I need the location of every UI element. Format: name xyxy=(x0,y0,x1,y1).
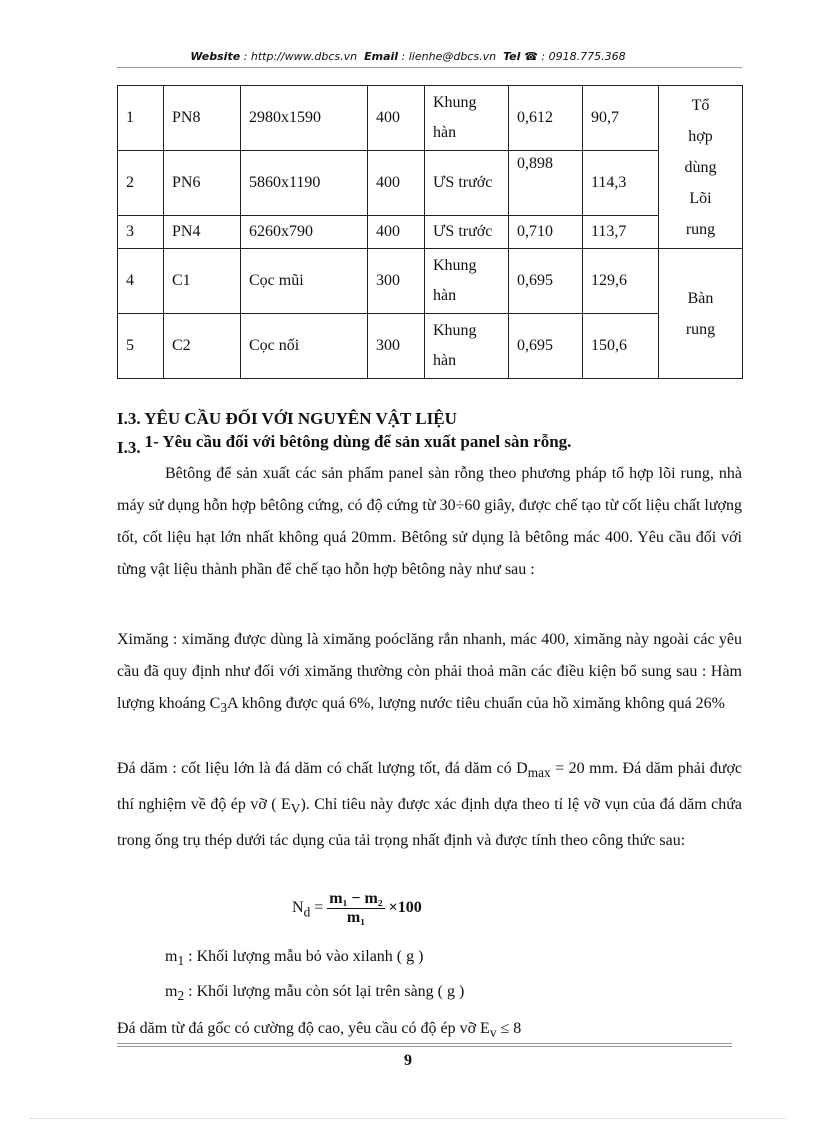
text-run: A không được quá 6%, lượng nước tiêu chuẩn của hồ ximăng không quá 26% xyxy=(227,695,725,712)
cell-no: 1 xyxy=(118,86,164,151)
method-line: hợp xyxy=(688,127,713,145)
cell-type: ƯS trước xyxy=(425,216,509,249)
subscript: 3 xyxy=(220,700,228,716)
cell-no: 5 xyxy=(118,314,164,379)
cell-code: PN8 xyxy=(164,86,241,151)
formula-denominator: m₁ xyxy=(346,909,366,926)
cell-method-group xyxy=(659,86,743,249)
subsection-title: 1- Yêu cầu đối với bêtông dùng để sản xuất panel sàn rỗng. xyxy=(144,432,572,451)
website-value: : http://www.dbcs.vn xyxy=(243,50,358,63)
cell-type xyxy=(425,249,509,314)
text-run: ). Chỉ tiêu này được xác định dựa theo tỉ lệ vỡ vụn của đá dăm chứa trong ống trụ thép dưới tác dụng của tải trọng nhất định và được tính theo công thức sau: xyxy=(117,796,742,850)
cell-type-line: Khung xyxy=(433,94,477,111)
cell-code: PN4 xyxy=(164,216,241,249)
cell-weight: 129,6 xyxy=(583,249,659,314)
footer-divider xyxy=(117,1046,732,1047)
product-table xyxy=(117,85,743,379)
def-subscript: 2 xyxy=(177,988,185,1004)
section-heading: I.3. YÊU CẦU ĐỐI VỚI NGUYÊN VẬT LIỆU xyxy=(117,409,457,428)
cell-ratio: 0,898 xyxy=(509,151,583,216)
cell-type xyxy=(425,314,509,379)
formula-eq: = xyxy=(310,899,328,917)
def-symbol: m xyxy=(165,983,178,1000)
tel-label: Tel ☎ xyxy=(503,50,538,63)
page-bottom-border xyxy=(30,1118,786,1119)
cell-size: Cọc nối xyxy=(241,314,368,379)
cell-grade: 300 xyxy=(368,249,425,314)
cell-size: 6260x790 xyxy=(241,216,368,249)
method-line: rung xyxy=(685,320,716,338)
table-row xyxy=(118,314,743,379)
paragraph-aggregate xyxy=(117,753,742,857)
crushing-formula xyxy=(292,890,422,927)
method-line: Bàn xyxy=(687,289,714,307)
formula-fraction xyxy=(327,890,384,927)
definition-m1 xyxy=(165,948,423,969)
text-run: = 20 mm. Đá dăm phải được thí nghiệm về độ ép vỡ ( E xyxy=(117,760,743,814)
cell-ratio: 0,710 xyxy=(509,216,583,249)
cell-no: 2 xyxy=(118,151,164,216)
formula-multiplier: ×100 xyxy=(384,899,422,917)
cell-grade: 400 xyxy=(368,86,425,151)
subsection-heading xyxy=(117,432,572,457)
paragraph-concrete: Bêtông để sản xuất các sản phẩm panel sàn rỗng theo phương pháp tổ hợp lõi rung, nhà máy sử dụng hỗn hợp bêtông cứng, có độ cứng từ 30÷60 giây, được chế tạo từ cốt liệu chất lượng tốt, cốt liệu hạt lớn nhất không quá 20mm. Bêtông sử dụng là bêtông mác 400. Yêu cầu đối với từng vật liệu thành phần để chế tạo hỗn hợp bêtông này như sau : xyxy=(117,465,742,578)
cell-type: ƯS trước xyxy=(425,151,509,216)
formula-lhs-sub: d xyxy=(303,904,311,920)
cell-type xyxy=(425,86,509,151)
method-line: dùng xyxy=(684,158,717,176)
cell-type-line: hàn xyxy=(433,352,457,369)
paragraph-cement xyxy=(117,624,742,724)
cell-type-line: hàn xyxy=(433,124,457,141)
cell-no: 3 xyxy=(118,216,164,249)
cell-ratio: 0,695 xyxy=(509,249,583,314)
email-value: : lienhe@dbcs.vn xyxy=(401,50,497,63)
subscript: max xyxy=(527,765,551,781)
subscript: V xyxy=(290,801,301,817)
cell-size: Cọc mũi xyxy=(241,249,368,314)
cell-weight: 113,7 xyxy=(583,216,659,249)
cell-grade: 400 xyxy=(368,151,425,216)
def-text: : Khối lượng mẫu bỏ vào xilanh ( g ) xyxy=(184,948,424,965)
cell-type-line: Khung xyxy=(433,322,477,339)
def-symbol: m xyxy=(165,948,178,965)
table-row xyxy=(118,216,743,249)
method-line: Tổ xyxy=(691,96,710,114)
footer-divider xyxy=(117,1043,732,1044)
cell-code: PN6 xyxy=(164,151,241,216)
formula-numerator: m₁ − m₂ xyxy=(329,890,383,907)
cell-type-line: hàn xyxy=(433,287,457,304)
formula-lhs: N xyxy=(292,899,304,917)
cell-code: C2 xyxy=(164,314,241,379)
definition-m2 xyxy=(165,983,464,1004)
page-number: 9 xyxy=(404,1052,412,1069)
cell-grade: 400 xyxy=(368,216,425,249)
cell-grade: 300 xyxy=(368,314,425,379)
def-subscript: 1 xyxy=(177,953,185,969)
cell-no: 4 xyxy=(118,249,164,314)
subsection-number: I.3. xyxy=(117,438,141,457)
cell-weight: 114,3 xyxy=(583,151,659,216)
tel-value: : 0918.775.368 xyxy=(541,50,626,63)
subscript: v xyxy=(489,1025,497,1041)
cell-code: C1 xyxy=(164,249,241,314)
cell-size: 2980x1590 xyxy=(241,86,368,151)
email-label: Email xyxy=(364,50,399,63)
def-text: : Khối lượng mẫu còn sót lại trên sàng ( g ) xyxy=(184,983,465,1000)
table-row xyxy=(118,86,743,151)
cell-type-line: Khung xyxy=(433,257,477,274)
cell-ratio: 0,612 xyxy=(509,86,583,151)
cell-method-group xyxy=(659,249,743,379)
table-row xyxy=(118,249,743,314)
text-run: Đá dăm : cốt liệu lớn là đá dăm có chất lượng tốt, đá dăm có D xyxy=(117,760,528,777)
method-line: Lõi xyxy=(689,189,712,207)
page-header xyxy=(0,50,816,63)
text-run: ≤ 8 xyxy=(496,1020,522,1037)
cell-weight: 90,7 xyxy=(583,86,659,151)
cell-size: 5860x1190 xyxy=(241,151,368,216)
text-run: Đá dăm từ đá gốc có cường độ cao, yêu cầu có độ ép vỡ E xyxy=(117,1020,490,1037)
cell-weight: 150,6 xyxy=(583,314,659,379)
header-divider xyxy=(117,67,742,68)
method-line: rung xyxy=(685,220,716,238)
table-row xyxy=(118,151,743,216)
cell-ratio: 0,695 xyxy=(509,314,583,379)
website-label: Website xyxy=(190,50,241,63)
text-run: Ximăng : ximăng được dùng là ximăng poóclăng rắn nhanh, mác 400, ximăng này ngoài các yêu cầu đã quy định như đối với ximăng thường còn phải thoả mãn các điều kiện bổ sung sau : Hàm lượng khoáng C xyxy=(117,631,742,712)
